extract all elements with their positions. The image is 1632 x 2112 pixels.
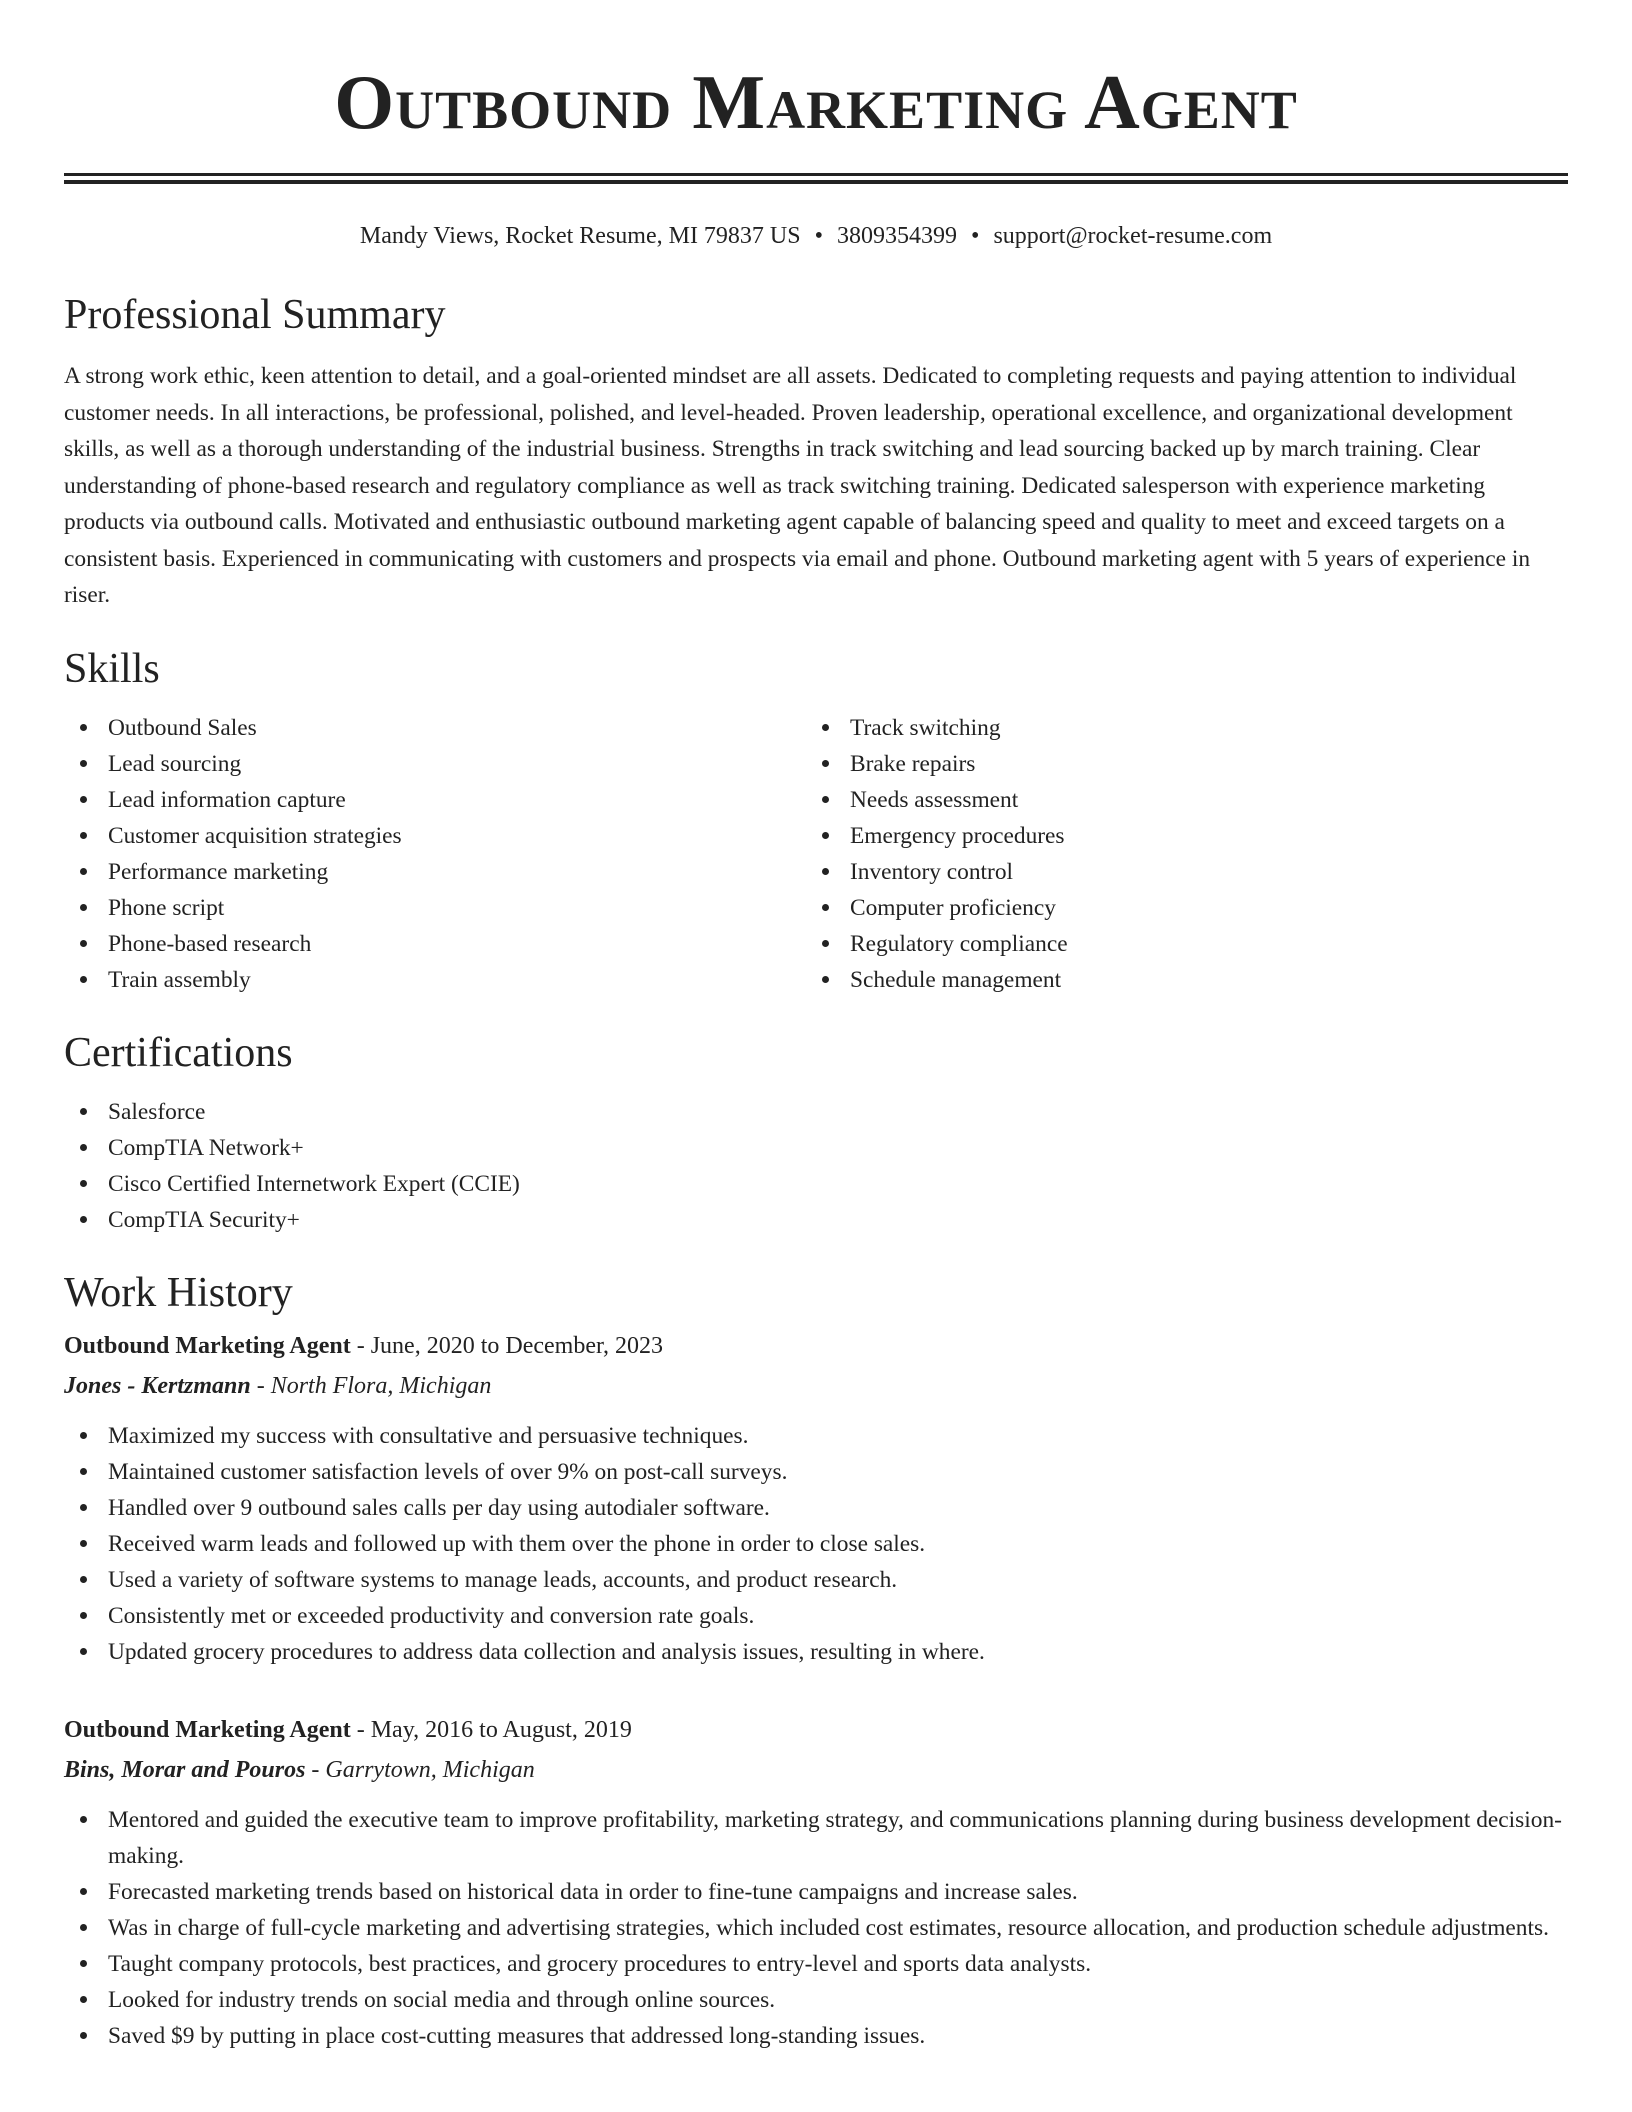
certification-item: CompTIA Network+ [64, 1130, 1568, 1166]
job-bullet: Was in charge of full-cycle marketing and advertising strategies, which included cost estimates, resource allocation, and production schedule adjustments. [64, 1910, 1568, 1946]
certification-item: Salesforce [64, 1094, 1568, 1130]
job-company: Jones - Kertzmann [64, 1372, 251, 1399]
job-bullets [64, 1418, 1568, 1670]
skill-item: Train assembly [64, 962, 806, 998]
contact-phone: 3809354399 [837, 223, 958, 249]
job-dates: - May, 2016 to August, 2019 [350, 1716, 632, 1743]
certifications-list [64, 1094, 1568, 1238]
job-bullet: Taught company protocols, best practices, and grocery procedures to entry-level and sports data analysts. [64, 1946, 1568, 1982]
job-bullet: Used a variety of software systems to manage leads, accounts, and product research. [64, 1562, 1568, 1598]
certification-item: CompTIA Security+ [64, 1202, 1568, 1238]
skill-item: Emergency procedures [806, 818, 1548, 854]
skill-item: Schedule management [806, 962, 1548, 998]
job-bullet: Mentored and guided the executive team to improve profitability, marketing strategy, and communications planning during business development decision-making. [64, 1802, 1568, 1874]
skills-columns [64, 710, 1568, 998]
skills-heading: Skills [64, 645, 160, 692]
contact-line [64, 222, 1568, 250]
job-entry [64, 1326, 1568, 1670]
skill-item: Brake repairs [806, 746, 1548, 782]
job-bullets [64, 1802, 1568, 2054]
contact-separator: • [971, 223, 980, 249]
skill-item: Regulatory compliance [806, 926, 1548, 962]
contact-separator: • [814, 223, 824, 249]
job-company-line [64, 1366, 1568, 1406]
skill-item: Performance marketing [64, 854, 806, 890]
job-bullet: Updated grocery procedures to address data collection and analysis issues, resulting in where. [64, 1634, 1568, 1670]
job-bullet: Received warm leads and followed up with them over the phone in order to close sales. [64, 1526, 1568, 1562]
job-entry [64, 1710, 1568, 2054]
certification-item: Cisco Certified Internetwork Expert (CCIE) [64, 1166, 1568, 1202]
skills-left-list [64, 710, 806, 998]
job-bullet: Consistently met or exceeded productivity and conversion rate goals. [64, 1598, 1568, 1634]
work-history-heading: Work History [64, 1269, 293, 1316]
job-dates: - June, 2020 to December, 2023 [350, 1332, 664, 1359]
job-bullet: Looked for industry trends on social media and through online sources. [64, 1982, 1568, 2018]
job-bullet: Saved $9 by putting in place cost-cutting measures that addressed long-standing issues. [64, 2018, 1568, 2054]
skill-item: Customer acquisition strategies [64, 818, 806, 854]
job-role: Outbound Marketing Agent [64, 1716, 351, 1743]
skill-item: Phone script [64, 890, 806, 926]
summary-text: A strong work ethic, keen attention to detail, and a goal-oriented mindset are all assets. Dedicated to completing requests and paying attention to individual customer needs. In all interactions, be professional, polished, and level-headed. Proven leadership, operational excellence, and organizational development skills, as well as a thorough understanding of the industrial business. Strengths in track switching and lead sourcing backed up by march training. Clear understanding of phone-based research and regulatory compliance as well as track switching training. Dedicated salesperson with experience marketing products via outbound calls. Motivated and enthusiastic outbound marketing agent capable of balancing speed and quality to meet and exceed targets on a consistent basis. Experienced in communicating with customers and prospects via email and phone. Outbound marketing agent with 5 years of experience in riser. [64, 363, 1531, 608]
job-company: Bins, Morar and Pouros [64, 1756, 306, 1783]
skill-item: Needs assessment [806, 782, 1548, 818]
summary-heading: Professional Summary [64, 292, 446, 338]
skill-item: Outbound Sales [64, 710, 806, 746]
job-company-line [64, 1750, 1568, 1790]
skill-item: Inventory control [806, 854, 1548, 890]
job-location: - North Flora, Michigan [250, 1372, 492, 1399]
skill-item: Track switching [806, 710, 1548, 746]
skills-right-list [806, 710, 1548, 998]
job-bullet: Maintained customer satisfaction levels of over 9% on post-call surveys. [64, 1454, 1568, 1490]
skill-item: Lead sourcing [64, 746, 806, 782]
certifications-heading: Certifications [64, 1029, 293, 1076]
header-double-rule [64, 173, 1568, 184]
job-bullet: Handled over 9 outbound sales calls per day using autodialer software. [64, 1490, 1568, 1526]
resume-name: Outbound Marketing Agent [334, 59, 1298, 145]
contact-email: support@rocket-resume.com [993, 223, 1273, 249]
contact-address: Mandy Views, Rocket Resume, MI 79837 US [359, 223, 801, 249]
job-location: - Garrytown, Michigan [305, 1756, 535, 1783]
job-title-line [64, 1710, 1568, 1750]
job-bullet: Forecasted marketing trends based on historical data in order to fine-tune campaigns and increase sales. [64, 1874, 1568, 1910]
skill-item: Computer proficiency [806, 890, 1548, 926]
job-role: Outbound Marketing Agent [64, 1332, 351, 1359]
skill-item: Lead information capture [64, 782, 806, 818]
job-bullet: Maximized my success with consultative and persuasive techniques. [64, 1418, 1568, 1454]
job-title-line [64, 1326, 1568, 1366]
skill-item: Phone-based research [64, 926, 806, 962]
